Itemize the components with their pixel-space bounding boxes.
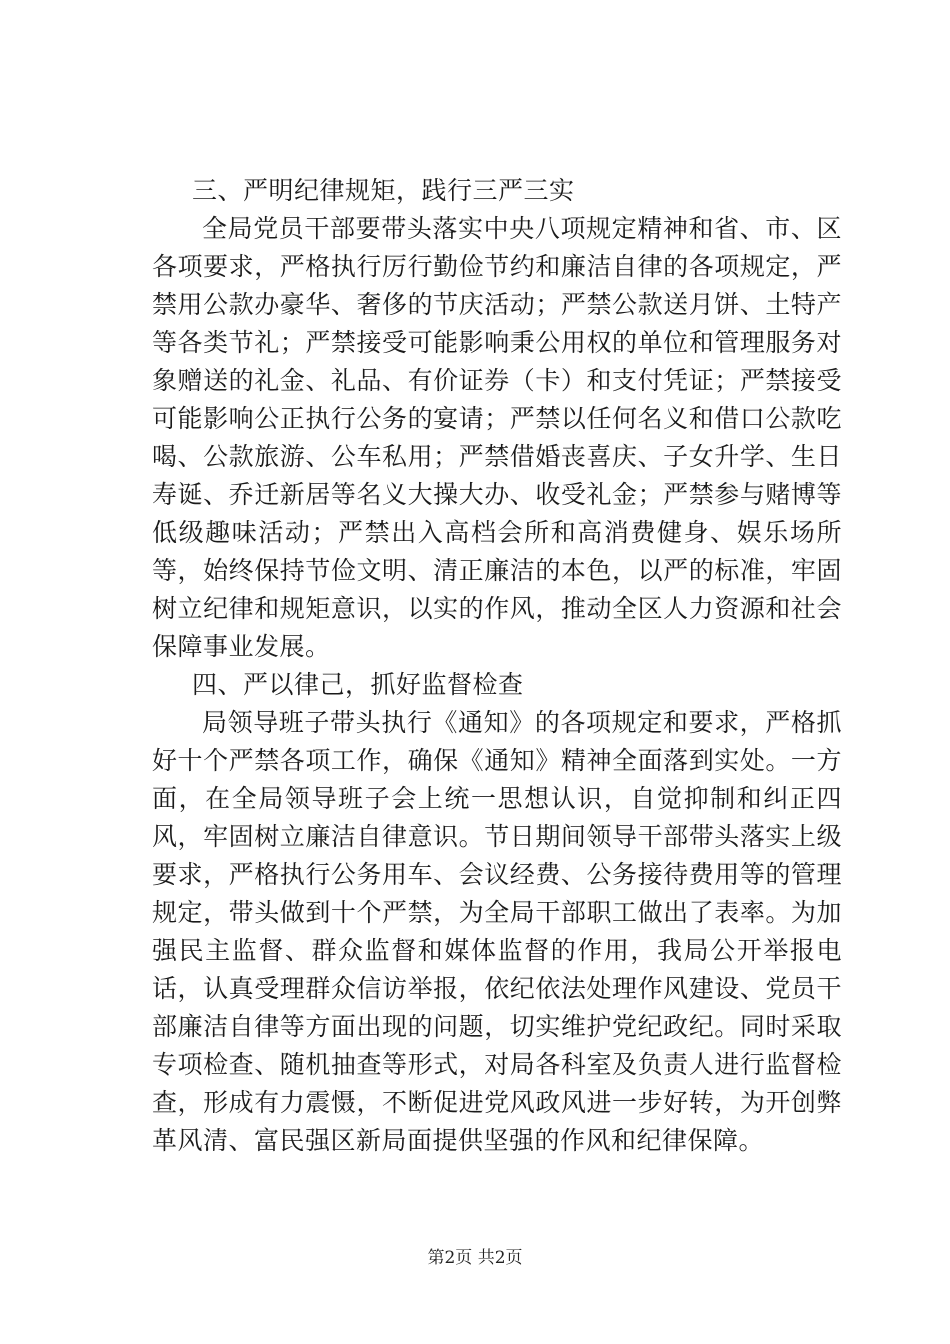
section-paragraph-4: 局领导班子带头执行《通知》的各项规定和要求，严格抓好十个严禁各项工作，确保《通知》精神全面落到实处。一方面，在全局领导班子会上统一思想认识，自觉抑制和纠正四风，牢固树立廉洁自律意识。节日期间领导干部带头落实上级要求，严格执行公务用车、会议经费、公务接待费用等的管理规定，带头做到十个严禁，为全局干部职工做出了表率。为加强民主监督、群众监督和媒体监督的作用，我局公开举报电话，认真受理群众信访举报，依纪依法处理作风建设、党员干部廉洁自律等方面出现的问题，切实维护党纪政纪。同时采取专项检查、随机抽查等形式，对局各科室及负责人进行监督检查，形成有力震慑，不断促进党风政风进一步好转，为开创弊革风清、富民强区新局面提供坚强的作风和纪律保障。 [152, 708, 842, 1155]
section-heading-3: 三、严明纪律规矩，践行三严三实 [192, 176, 575, 205]
section-paragraph-3: 全局党员干部要带头落实中央八项规定精神和省、市、区各项要求，严格执行厉行勤俭节约和廉洁自律的各项规定，严禁用公款办豪华、奢侈的节庆活动；严禁公款送月饼、土特产等各类节礼；严禁接受可能影响秉公用权的单位和管理服务对象赠送的礼金、礼品、有价证券（卡）和支付凭证；严禁接受可能影响公正执行公务的宴请；严禁以任何名义和借口公款吃喝、公款旅游、公车私用；严禁借婚丧喜庆、子女升学、生日寿诞、乔迁新居等名义大操大办、收受礼金；严禁参与赌博等低级趣味活动；严禁出入高档会所和高消费健身、娱乐场所等，始终保持节俭文明、清正廉洁的本色，以严的标准，牢固树立纪律和规矩意识，以实的作风，推动全区人力资源和社会保障事业发展。 [152, 214, 842, 661]
page-footer [0, 1247, 950, 1269]
section-heading-4: 四、严以律己，抓好监督检查 [192, 670, 524, 699]
document-body [152, 172, 842, 1160]
page-number: 第2页 共2页 [427, 1248, 523, 1268]
